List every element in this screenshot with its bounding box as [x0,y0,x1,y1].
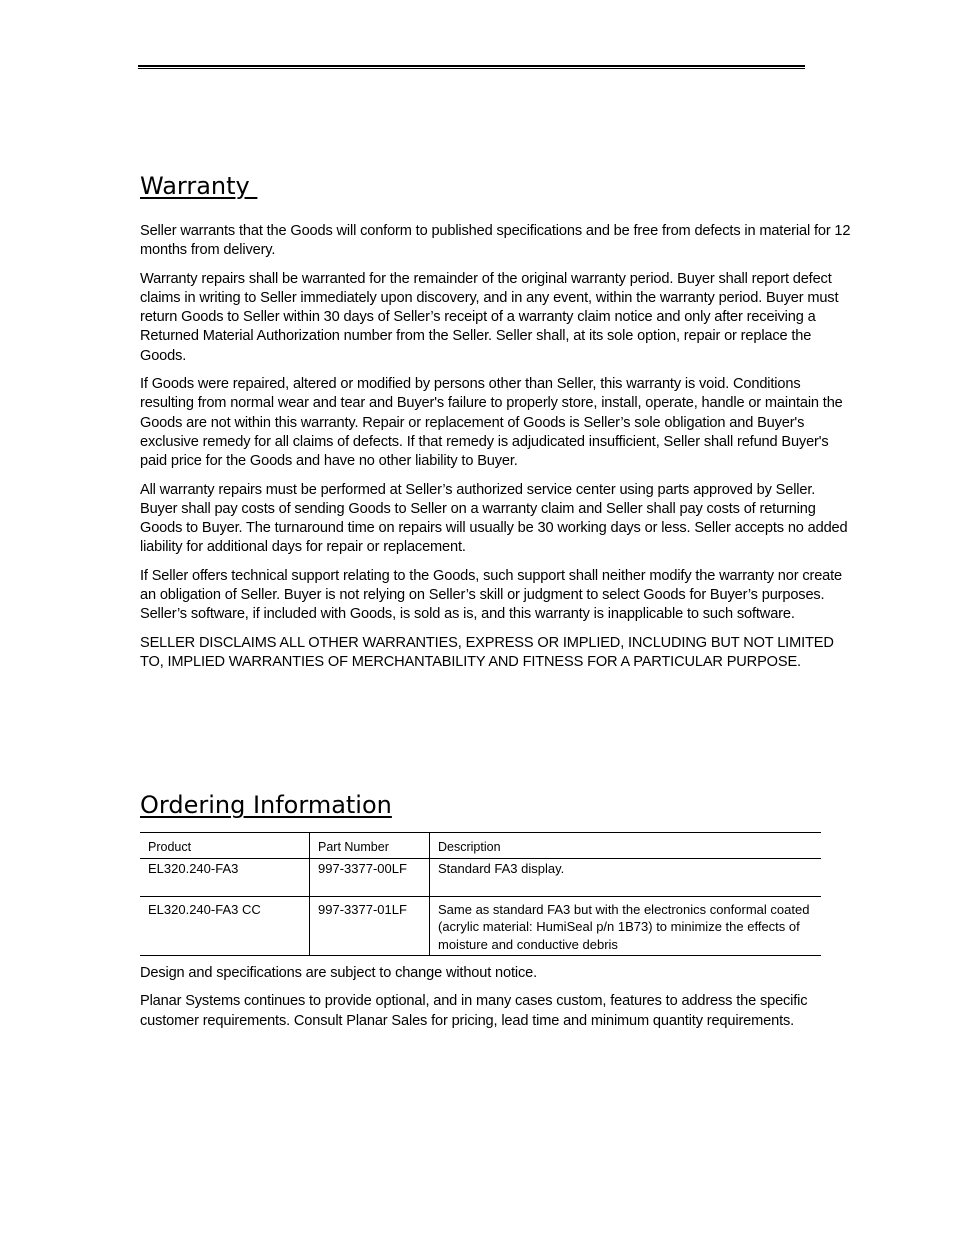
ordering-table [140,832,821,956]
part-number-cell: 997-3377-01LF [310,896,430,956]
ordering-notes [140,964,856,1040]
table-row [140,896,821,956]
warranty-paragraph: Warranty repairs shall be warranted for the remainder of the original warranty period. Buyer shall report defect claims in writing to Seller immediately upon discovery, and in any event, within the warranty period. Buyer must return Goods to Seller within 30 days of Seller’s receipt of a warranty claim notice and only after receiving a Returned Material Authorization number from the Seller. Seller shall, at its sole option, repair or replace the Goods. [140,270,839,364]
warranty-disclaimer: SELLER DISCLAIMS ALL OTHER WARRANTIES, EXPRESS OR IMPLIED, INCLUDING BUT NOT LIMITED TO, IMPLIED WARRANTIES OF MERCHANTABILITY AND FITNESS FOR A PARTICULAR PURPOSE. [140,634,834,670]
warranty-body [140,222,856,681]
ordering-note: Planar Systems continues to provide optional, and in many cases custom, features to address the specific customer requirements. Consult Planar Sales for pricing, lead time and minimum quantity requirements. [140,993,808,1029]
product-cell: EL320.240-FA3 [140,858,310,896]
warranty-paragraph: If Goods were repaired, altered or modified by persons other than Seller, this warranty is void. Conditions resulting from normal wear and tear and Buyer's failure to properly store, install, operate, handle or maintain the Goods are not within this warranty. Repair or replacement of Goods is Seller’s sole obligation and Buyer's exclusive remedy for all claims of defects. If that remedy is adjudicated insufficient, Seller shall refund Buyer's paid price for the Goods and have no other liability to Buyer. [140,376,843,470]
warranty-paragraph: If Seller offers technical support relating to the Goods, such support shall neither modify the warranty nor create an obligation of Seller. Buyer is not relying on Seller’s skill or judgment to select Goods for Buyer’s purposes. Seller’s software, if included with Goods, is sold as is, and this warranty is inapplicable to such software. [140,567,843,623]
description-cell: Same as standard FA3 but with the electronics conformal coated (acrylic material: HumiSeal p/n 1B73) to minimize the effects of moisture and conductive debris [438,901,810,952]
column-header-description: Description [438,840,501,854]
header-rule [138,65,805,69]
warranty-paragraph: All warranty repairs must be performed at Seller’s authorized service center using parts approved by Seller. Buyer shall pay costs of sending Goods to Seller on a warranty claim and Seller shall pay costs of returning Goods to Buyer. The turnaround time on repairs will usually be 30 working days or less. Seller accepts no added liability for additional days for repair or replacement. [140,481,848,556]
table-row [140,858,821,896]
column-header-product: Product [140,833,310,859]
ordering-note: Design and specifications are subject to change without notice. [140,965,537,981]
part-number-cell: 997-3377-00LF [310,858,430,896]
column-header-part-number: Part Number [310,833,430,859]
table-header-row [140,833,821,859]
warranty-paragraph: Seller warrants that the Goods will conform to published specifications and be free from defects in material for 12 months from delivery. [140,223,851,259]
product-cell: EL320.240-FA3 CC [140,896,310,956]
warranty-heading: Warranty [140,172,258,200]
ordering-heading: Ordering Information [140,791,392,819]
description-cell: Standard FA3 display. [438,860,565,876]
